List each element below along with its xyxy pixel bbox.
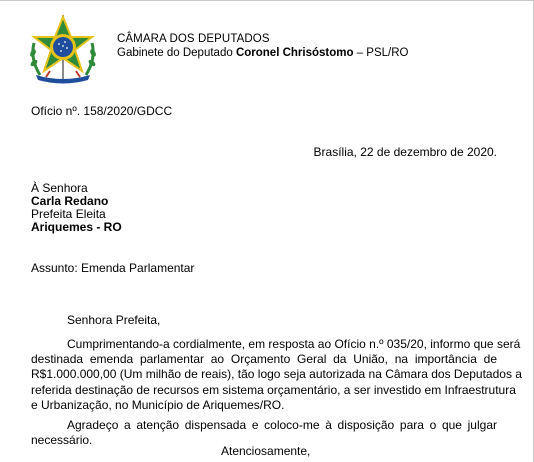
letterhead-office [117, 47, 408, 59]
place-date: Brasília, 22 de dezembro de 2020. [313, 145, 497, 159]
subject-line: Assunto: Emenda Parlamentar [31, 261, 195, 275]
paragraph-1-line: referida destinação de recursos em sistema orçamentário, a ser investido em Infraestrutura [31, 382, 516, 397]
paragraph-1-line: R$1.000.000,00 (Um milhão de reais), tão logo seja autorizada na Câmara dos Deputados a [31, 367, 522, 382]
paragraph-1-line: Cumprimentando-a cordialmente, em resposta ao Ofício n.º 035/20, informo que será [67, 337, 521, 351]
greeting: Senhora Prefeita, [67, 313, 161, 327]
recipient-name: Carla Redano [31, 194, 109, 208]
recipient-city: Ariquemes - RO [31, 220, 122, 234]
office-suffix: – PSL/RO [353, 47, 409, 59]
paragraph-2-line: necessário. [31, 433, 93, 448]
recipient-role: Prefeita Eleita [31, 207, 106, 221]
page-border-top [0, 0, 534, 1]
paragraph-2-line: Agradeço a atenção dispensada e coloco-me à disposição para o que julgar [67, 418, 497, 432]
deputy-name: Coronel Chrisóstomo [235, 47, 354, 59]
recipient-salutation: À Senhora [31, 181, 88, 195]
brazil-coat-of-arms-icon [22, 13, 104, 85]
paragraph-1-line: e Urbanização, no Município de Ariquemes/RO. [31, 397, 285, 412]
office-prefix: Gabinete do Deputado [117, 47, 236, 59]
document-reference: Ofício nº. 158/2020/GDCC [31, 104, 173, 118]
paragraph-1 [31, 337, 522, 413]
letterhead-institution: CÂMARA DOS DEPUTADOS [117, 33, 270, 45]
closing: Atenciosamente, [221, 444, 311, 458]
paragraph-1-line: destinada emenda parlamentar ao Orçamento Geral da União, na importância de [31, 352, 497, 367]
